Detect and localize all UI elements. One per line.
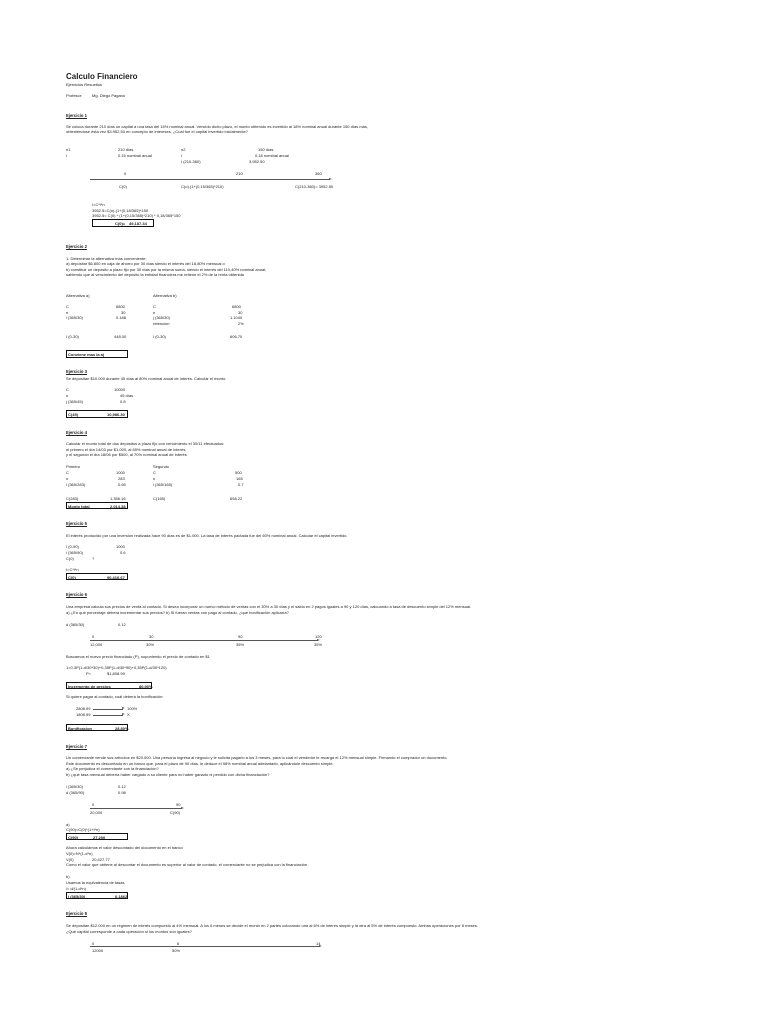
ej4-total-box (66, 502, 128, 509)
ej6-statement-2: a) ¿En qué porcentaje deberá incrementar sus precios? b) Si fueran ventas con pago al contado, ¿qué bonificación aplicaría? (66, 610, 289, 615)
ej4-cell: 0.7 (238, 482, 244, 487)
ej7-timeline-label: 20,000 (90, 810, 103, 815)
ej2-statement: b) constituir un depósito a plazo fijo por 30 días por la misma suma, siendo el interés del 110,40% nominal anual; (66, 267, 267, 272)
ej2-result: I (0-30) (66, 334, 79, 339)
ej1-timeline-line (90, 179, 330, 180)
ej7-formula: i= d/(1-d*n) (66, 886, 86, 891)
page-subtitle: Ejercicios Resueltos (66, 82, 103, 87)
ej6-statement-1: Una empresa calcula sus precios de venta al contado. Si desea incorporar un nuevo método de ventas con el 30% a 30 días y el saldo en 2 pagos iguales a 90 y 120 días, calcuando a tasa de descuento simple del 12% mensual. (66, 604, 472, 609)
ej8-timeline-label: 50% (172, 948, 181, 953)
ej6-rate-label: d (365/30) (66, 622, 85, 627)
ej2-cell: 1.1040 (230, 315, 243, 320)
ej6-timeline-label: 35% (314, 642, 323, 647)
arrow-right-icon (319, 945, 322, 947)
ej1-timeline-tick: 360 (315, 171, 322, 176)
ej6-timeline-tick: 0 (92, 634, 95, 639)
ej7-cell: 0.12 (118, 784, 126, 789)
ej6-p-value: $1,808.99 (107, 671, 125, 676)
ej3-cell: j (365/45) (66, 399, 83, 404)
ej6-timeline-tick: 30 (149, 634, 154, 639)
ej4-cell: 500 (235, 470, 242, 475)
ej1-val: 210 días (118, 147, 134, 152)
ej7-rate-box (66, 892, 128, 899)
ej5-cell: i (365/90) (66, 550, 83, 555)
ej7-rate-value: 0.1862 (115, 893, 128, 899)
ej4-header: Primero (66, 464, 81, 469)
ej8-heading: Ejercicio 8 (66, 911, 87, 916)
ej6-bonus-value: 28.80% (115, 725, 129, 731)
ej2-alt-b: Alternativa b) (153, 293, 177, 298)
ej8-timeline-label: 12000 (92, 948, 104, 953)
ej2-cell: 2% (238, 321, 244, 326)
ej5-statement: El interés producido por una inversión realizada hace 90 días es de $1.000. La tasa de interés pactada fue del 60% nominal anual. Calcular el capital invertido. (66, 533, 348, 538)
ej6-formula: 1=0,3P(1-d/30*30)+0,35P(1-d/30*90)+0,35P(1-d/30*120) (66, 665, 167, 670)
ej8-statement: ¿Qué capital corresponde a cada operación si los montos son iguales? (66, 929, 192, 934)
ej5-formula: I=C*i*n (66, 567, 79, 572)
ej6-prop-line (93, 715, 123, 716)
ej2-cell: 0.188 (116, 315, 127, 320)
ej1-var: n1 (66, 147, 71, 152)
ej8-timeline-tick: 6 (177, 941, 180, 946)
ej4-statement: y el segundo el día 18/06 por $500, al 70% nominal anual de interés (66, 452, 187, 457)
ej1-timeline-label: C(0) (119, 184, 127, 189)
ej6-bonus-box (66, 724, 128, 731)
ej4-cell: 283 (118, 476, 125, 481)
ej1-statement-1: Se coloca durante 210 días un capital a una tasa del 15% nominal anual. Vencido dicho plazo, el monto obtenido es invertido al 18% nominal anual durante 150 días más, (66, 124, 368, 129)
ej1-statement-2: obteniéndose ésta vez $3.952,50 en concepto de intereses. ¿Cuál fue el capital invertido inicialmente? (66, 129, 248, 134)
ej2-statement: sabiendo que al vencimiento del depósito la entidad financiera me retiene el 2% de la renta obtenida (66, 272, 244, 277)
ej6-prop-cell: 2808.99 (76, 706, 91, 711)
ej6-timeline-tick: 90 (238, 634, 243, 639)
ej4-statement: Calcular el monto total de dos depósitos a plazo fijo con vencimiento el 30/11 efectuados: (66, 441, 225, 446)
ej3-result-label: C(45) (68, 412, 79, 417)
ej2-result: I (0-30) (153, 334, 166, 339)
ej1-heading: Ejercicio 1 (66, 113, 87, 118)
ej2-conclusion-box (66, 350, 128, 358)
ej6-prop-cell: X (127, 712, 130, 717)
ej7-statement: a) ¿Se perjudica el comerciante con la financiación? (66, 766, 159, 771)
ej1-formula: I=C*i*n (92, 202, 105, 207)
ej7-result-label: C(90) (68, 834, 79, 840)
ej5-result-box (66, 573, 128, 580)
ej3-statement: Se depositan $10.000 durante 45 días al 80% nominal anual de interés. Calcular el monto. (66, 376, 227, 381)
ej4-cell: 0.65 (118, 482, 126, 487)
ej3-cell: C (66, 387, 69, 392)
ej8-timeline-tick: 0 (92, 941, 95, 946)
ej7-cell: d (365/90) (66, 790, 85, 795)
ej2-cell: C (66, 304, 69, 309)
arrow-right-icon (181, 807, 184, 809)
ej7-explanation: Ahora calculamos el valor descontado del documento en el banco (66, 845, 183, 850)
ej5-cell: C(0) (66, 556, 74, 561)
ej2-cell: C (153, 304, 156, 309)
ej6-prop-line (93, 709, 123, 710)
ej7-part-a: a) (66, 822, 70, 827)
ej7-result-box (66, 833, 128, 840)
ej7-part-b: b) (66, 874, 70, 879)
arrow-right-icon (122, 713, 125, 715)
ej7-statement: Este documento es descontado en un banco que, para el plazo de 90 días, le deduce el 98% nominal anual adelantado, aplicándole descuento simple. (66, 761, 334, 766)
ej1-timeline-tick: 0 (124, 171, 127, 176)
ej7-rate-label: i (365/30) (68, 893, 86, 899)
ej7-formula: V(0)=N*(1-d*n) (66, 851, 93, 856)
ej2-result: 606.70 (230, 334, 243, 339)
ej7-conclusion: Como el valor que obtiene al descontar el documento es superior al valor de contado, el comerciante no se perjudica con la financiación (66, 862, 308, 867)
ej1-var: i (66, 153, 67, 158)
ej6-prop-cell: 100% (127, 706, 138, 711)
ej2-cell: retencion (153, 321, 170, 326)
ej1-val: 150 días (258, 147, 274, 152)
ej3-cell: n (66, 393, 69, 398)
ej6-increment-label: Incremento de precios (68, 683, 111, 689)
ej2-alt-a: Alternativa a) (66, 293, 90, 298)
ej4-cell: 165 (236, 476, 243, 481)
ej4-cell: C (153, 470, 156, 475)
ej6-bonus-label: Bonificacion (68, 725, 93, 731)
ej2-cell: 6800 (232, 304, 241, 309)
ej1-var: I (210-360) (181, 159, 201, 164)
ej6-timeline-line (90, 640, 318, 641)
profesor-name: Mg. Diego Pagano (92, 93, 126, 98)
ej4-cell: i (365/283) (66, 482, 86, 487)
ej6-timeline-label: 35% (236, 642, 245, 647)
ej6-rate-value: 0.12 (118, 622, 126, 627)
ej8-timeline-line (90, 946, 320, 947)
ej2-cell: 30 (121, 310, 126, 315)
ej3-heading: Ejercicio 3 (66, 369, 87, 374)
ej4-cell: n (153, 476, 156, 481)
ej7-result-value: 27,200 (93, 834, 106, 840)
ej3-result-box (66, 410, 128, 418)
ej3-cell: 45 días (120, 393, 134, 398)
ej7-cell: i (365/30) (66, 784, 83, 789)
ej8-statement: Se depositan $12.000 en un régimen de interés compuesto al 4% mensual. A los 6 meses se decide el monto en 2 partes colocando una al 6% de interés simple y la otra al 5% de interés compuesto. Ambas operaciones por 8 meses. (66, 923, 479, 928)
ej1-result-label: C(0)= (115, 221, 126, 226)
page-title: Calculo Financiero (66, 72, 138, 81)
ej6-increment-value: 80.90% (139, 683, 153, 689)
ej7-formula: V(0) (66, 857, 74, 862)
ej4-result: 658.22 (230, 496, 243, 501)
ej2-statement: a) depositar $6.800 en caja de ahorro por 30 días siendo el interés del 18,80% mensual o (66, 261, 225, 266)
ej2-cell: n (66, 310, 69, 315)
ej4-result: 1,356.16 (110, 496, 126, 501)
ej1-result-box (92, 219, 154, 227)
ej2-result: 448.00 (114, 334, 127, 339)
ej5-cell: 1000 (116, 544, 125, 549)
ej7-heading: Ejercicio 7 (66, 744, 87, 749)
ej5-result-label: C(0) (68, 574, 76, 580)
ej2-cell: i (365/30) (66, 315, 83, 320)
ej6-increment-box (66, 682, 152, 689)
ej6-timeline-label: 30% (146, 642, 155, 647)
ej4-total-label: Monto total (68, 503, 90, 509)
ej7-timeline-tick: 90 (176, 802, 181, 807)
ej5-heading: Ejercicio 5 (66, 521, 87, 526)
ej4-total-value: 2,014.38 (110, 503, 126, 509)
ej7-cell: 0.98 (118, 790, 126, 795)
ej1-var: i (181, 153, 182, 158)
ej6-explanation: Buscamos el nuevo precio financiado (P), suponiendo el precio de contado en $1 (66, 654, 210, 659)
ej4-cell: n (66, 476, 69, 481)
ej5-cell: 0.6 (120, 550, 126, 555)
arrow-right-icon (329, 178, 332, 180)
ej3-result-value: 10,986.30 (107, 412, 125, 417)
ej2-conclusion: Conviene mas la a) (68, 352, 105, 357)
ej7-explanation: Usamos la equivalencia de tasas (66, 880, 125, 885)
ej5-result-value: 90,416.67 (107, 574, 125, 580)
ej2-heading: Ejercicio 2 (66, 244, 87, 249)
ej1-formula: 3952.5=C(o)-(1+(0,18/365)*150 (92, 208, 149, 213)
ej1-result-value: 49,187.34 (129, 221, 147, 226)
ej5-cell: ? (92, 556, 95, 561)
ej8-timeline-tick: 14 (316, 941, 321, 946)
ej4-result: C(283) (66, 496, 79, 501)
profesor-label: Profesor: (66, 93, 83, 98)
ej1-formula: 3952.5= C(0) * (1+(0,15/365)*210) * 0,18/365*150 (92, 213, 181, 218)
ej4-statement: el primero el día 14/03 por $1.000, al 65% nominal anual de interés; (66, 447, 187, 452)
arrow-right-icon (122, 707, 125, 709)
ej1-val: 0.18 nominal anual (255, 153, 289, 158)
ej7-timeline-label: C(90) (170, 810, 181, 815)
ej1-timeline-label: C(210-360)= 3952.50 (295, 184, 334, 189)
ej7-formula: C(90)=C(0)*(1+i*n) (66, 827, 100, 832)
ej2-statement: 1. Determinar la alternativa más conveniente: (66, 256, 147, 261)
ej7-timeline-tick: 0 (92, 802, 95, 807)
ej1-var: n2 (181, 147, 186, 152)
ej7-value: 20,427.77 (92, 857, 110, 862)
ej1-timeline-tick: 210 (236, 171, 243, 176)
ej1-timeline-label: C(o).(1+(0,15/365)*210) (181, 184, 224, 189)
ej2-cell: j (365/30) (153, 315, 170, 320)
ej1-val: 3,952.50 (249, 159, 265, 164)
ej3-cell: 10000 (114, 387, 126, 392)
ej7-statement: b) ¿qué tasa mensual debería haber cargado a su cliente para no haber ganado ni perdido con dicha financiación? (66, 772, 270, 777)
ej4-cell: C (66, 470, 69, 475)
ej6-heading: Ejercicio 6 (66, 592, 87, 597)
ej6-prop-cell: 1808.99 (76, 712, 91, 717)
ej6-question: Si quiere pagar al contado, cuál deberá la bonificación: (66, 694, 164, 699)
arrow-right-icon (317, 639, 320, 641)
ej6-timeline-tick: 120 (315, 634, 322, 639)
ej6-p-label: P= (86, 671, 92, 676)
ej5-cell: I (0-90) (66, 544, 79, 549)
ej7-timeline-line (90, 808, 182, 809)
ej4-header: Segundo (153, 464, 170, 469)
ej2-cell: n (153, 310, 156, 315)
ej2-cell: 30 (238, 310, 243, 315)
ej7-statement: Un comerciante vende sus artículos en $20.000. Una persona ingresa al negocio y le solicita pagarlo a los 3 meses, para lo cual el vendedor le recarga el 12% mensual simple. Firmando el comprador un documento. (66, 755, 448, 760)
ej3-cell: 0.8 (120, 399, 126, 404)
ej2-cell: 6800 (116, 304, 125, 309)
ej4-cell: i (365/165) (153, 482, 173, 487)
ej4-cell: 1000 (116, 470, 125, 475)
ej4-result: C(165) (153, 496, 166, 501)
ej4-heading: Ejercicio 4 (66, 430, 87, 435)
ej6-timeline-label: 12,000 (90, 642, 103, 647)
ej1-val: 0.15 nominal anual (118, 153, 152, 158)
